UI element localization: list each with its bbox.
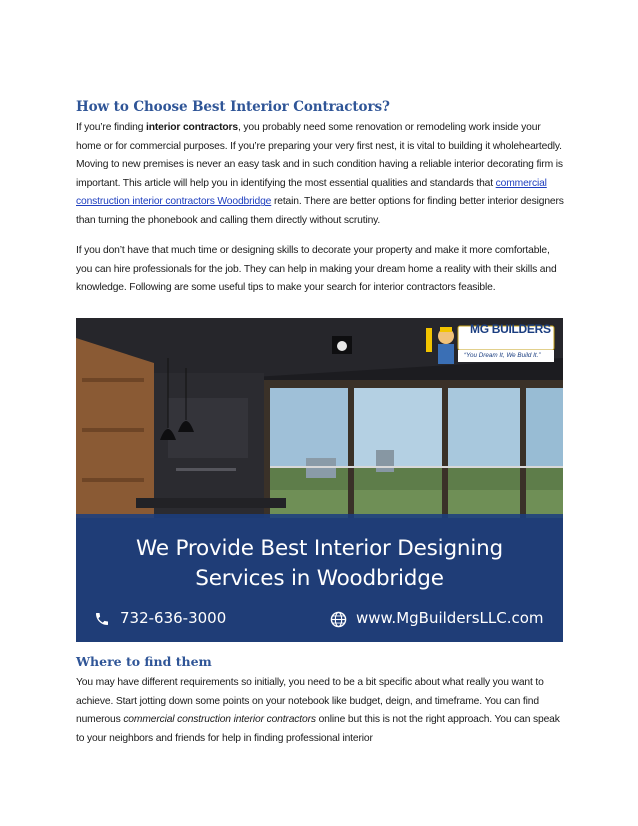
logo-tagline: “You Dream It, We Build It.” bbox=[464, 352, 541, 359]
company-logo bbox=[418, 320, 558, 372]
intro-paragraph bbox=[76, 119, 566, 231]
banner-headline-line2: Services in Woodbridge bbox=[195, 566, 444, 591]
contractors-woodbridge-link[interactable]: commercial construction interior contractors Woodbridge bbox=[76, 177, 547, 208]
banner-headline-line1: We Provide Best Interior Designing bbox=[136, 536, 503, 561]
section2-paragraph bbox=[76, 674, 566, 748]
intro-text-2: , you probably need some renovation or remodeling work inside your home or for commercial purposes. If you’re preparing your very first nest, it is vital to building it wholeheartedly. Moving to new premises is never an easy task and in such condition having a reliable interior decorating firm is important. This article will help you in identifying the most essential qualities and standards that bbox=[76, 122, 563, 189]
banner-phone-number: 732-636-3000 bbox=[120, 609, 227, 627]
phone-icon bbox=[94, 611, 110, 627]
intro-text-1: If you’re finding bbox=[76, 122, 146, 133]
article-title: How to Choose Best Interior Contractors? bbox=[76, 99, 390, 115]
globe-icon bbox=[330, 611, 347, 628]
logo-company-name: MG BUILDERS bbox=[470, 322, 551, 336]
section2-text-2: online but this is not the right approach. You can speak to your neighbors and friends for help in finding professional interior bbox=[76, 714, 560, 744]
second-paragraph: If you don’t have that much time or designing skills to decorate your property and make it more comfortable, you can hire professionals for the job. They can help in making your dream home a reality with their skills and knowledge. Following are some useful tips to make your search for interior contractors feasible. bbox=[76, 245, 557, 294]
section2-text-1: You may have different requirements so initially, you need to be a bit specific about what really you want to achieve. Start jotting down some points on your notebook like budget, deign, and timeframe. You can find numerous bbox=[76, 677, 544, 726]
intro-bold-keyword: interior contractors bbox=[146, 122, 238, 133]
section-heading-where-to-find: Where to find them bbox=[76, 654, 212, 669]
banner-website: www.MgBuildersLLC.com bbox=[356, 609, 544, 627]
banner-image bbox=[76, 318, 563, 642]
section2-italic-keyword: commercial construction interior contractors bbox=[123, 714, 316, 726]
intro-text-3: retain. There are better options for finding better interior designers than turning the phonebook and calling them directly without scrutiny. bbox=[76, 196, 564, 226]
